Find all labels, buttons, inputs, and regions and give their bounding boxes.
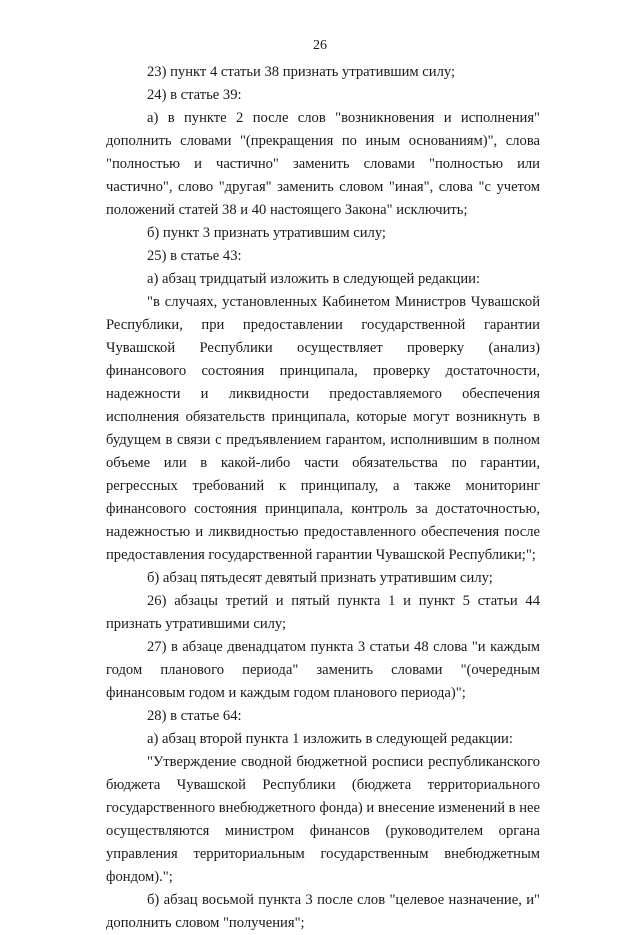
page-number: 26 — [313, 38, 327, 53]
paragraph-item-26: 26) абзацы третий и пятый пункта 1 и пункт 5 статьи 44 признать утратившими силу; — [106, 593, 540, 632]
paragraph-25-a: а) абзац тридцатый изложить в следующей редакции: — [147, 271, 481, 287]
paragraph-24-b: б) пункт 3 признать утратившим силу; — [147, 225, 386, 241]
paragraph-item-25: 25) в статье 43: — [147, 248, 242, 264]
paragraph-24-a: а) в пункте 2 после слов "возникновения и исполнения" дополнить словами "(прекращения по иным основаниям)", слова "полностью и частично" заменить словами "полностью или частично", слово "другая" заменить словом "иная", слова "с учетом положений статей 38 и 40 настоящего Закона" исключить; — [106, 110, 540, 218]
paragraph-28-a: а) абзац второй пункта 1 изложить в следующей редакции: — [147, 731, 513, 747]
paragraph-item-23: 23) пункт 4 статьи 38 признать утратившим силу; — [147, 64, 456, 80]
paragraph-item-24: 24) в статье 39: — [147, 87, 242, 103]
paragraph-item-27: 27) в абзаце двенадцатом пункта 3 статьи 48 слова "и каждым годом планового периода" заменить словами "(очередным финансовым годом и каждым годом планового периода)"; — [106, 639, 540, 701]
paragraph-item-28: 28) в статье 64: — [147, 708, 242, 724]
paragraph-28-b: б) абзац восьмой пункта 3 после слов "целевое назначение, и" дополнить словом "получения"; — [106, 892, 540, 931]
paragraph-25-b: б) абзац пятьдесят девятый признать утратившим силу; — [147, 570, 493, 586]
document-body — [106, 61, 540, 935]
paragraph-25-a-quote: "в случаях, установленных Кабинетом Министров Чувашской Республики, при предоставлении государственной гарантии Чувашской Республики осуществляет проверку (анализ) финансового состояния принципала, проверку достаточности, надежности и ликвидности предоставляемого обеспечения исполнения обязательств принципала, которые могут возникнуть в будущем в связи с предъявлением гарантом, исполнившим в полном объеме или в какой-либо части обязательства по гарантии, регрессных требований к принципалу, а также мониторинг финансового состояния принципала, контроль за достаточностью, надежностью и ликвидностью предоставленного обеспечения после предоставления государственной гарантии Чувашской Республики;"; — [106, 294, 540, 563]
paragraph-28-a-quote: "Утверждение сводной бюджетной росписи республиканского бюджета Чувашской Республики (бюджета территориального государственного внебюджетного фонда) и внесение изменений в нее осуществляются министром финансов (руководителем органа управления территориальным государственным внебюджетным фондом)."; — [106, 754, 540, 885]
